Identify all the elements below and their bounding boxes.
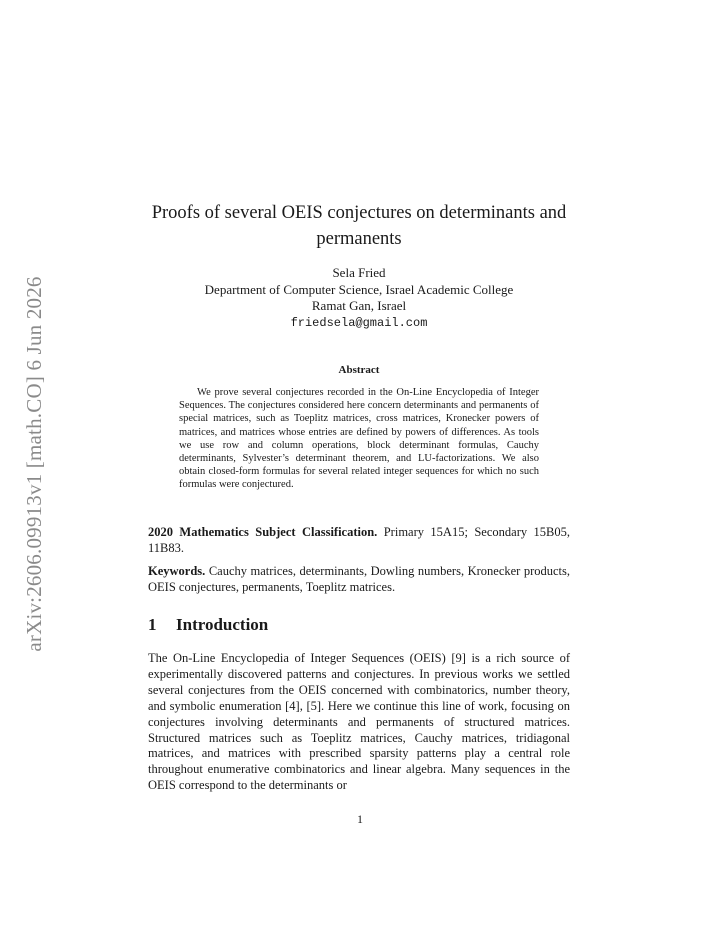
section-heading <box>148 615 570 635</box>
paper-title: Proofs of several OEIS conjectures on determinants and permanents <box>151 203 567 249</box>
author-email: friedsela@gmail.com <box>290 315 428 330</box>
abstract-heading: Abstract <box>338 364 380 376</box>
author-location: Ramat Gan, Israel <box>311 298 407 313</box>
author-block <box>148 265 570 331</box>
author-name: Sela Fried <box>332 265 386 280</box>
section-title: Introduction <box>176 615 269 634</box>
keywords-label: Keywords. <box>148 564 206 578</box>
page-number: 1 <box>357 812 363 826</box>
section-number: 1 <box>148 615 157 634</box>
keywords-list: Cauchy matrices, determinants, Dowling numbers, Kronecker products, OEIS conjectures, permanents, Toeplitz matrices. <box>148 564 571 594</box>
keywords <box>148 563 570 595</box>
msc-classification <box>148 524 570 556</box>
msc-label: 2020 Mathematics Subject Classification. <box>148 525 378 539</box>
arxiv-identifier: arXiv:2606.09913v1 [math.CO] 6 Jun 2026 <box>22 276 46 652</box>
author-affiliation: Department of Computer Science, Israel Academic College <box>204 281 514 297</box>
abstract-text: We prove several conjectures recorded in the On-Line Encyclopedia of Integer Sequences. The conjectures considered here concern determinants and permanents of special matrices, such as Toeplitz matrices, cross matrices, Kronecker powers of matrices, and matrices whose entries are defined by powers of differences. As tools we use row and column operations, block determinant formulas, Cauchy determinants, Sylvester’s determinant theorem, and LU-factorizations. We also obtain closed-form formulas for several related integer sequences for which no such formulas were conjectured. <box>179 387 539 491</box>
introduction-paragraph: The On-Line Encyclopedia of Integer Sequences (OEIS) [9] is a rich source of experimentally discovered patterns and conjectures. In previous works we settled several conjectures from the OEIS concerned with combinatorics, number theory, and symbolic enumeration [4], [5]. Here we continue this line of work, focusing on conjectures involving determinants and permanents of structured matrices. Structured matrices such as Toeplitz matrices, Cauchy matrices, tridiagonal matrices, and matrices with prescribed sparsity patterns play a central role throughout enumerative combinatorics and linear algebra. Many sequences in the OEIS correspond to the determinants or <box>148 651 570 793</box>
arxiv-sidebar <box>14 254 54 674</box>
msc-codes: Primary 15A15; Secondary 15B05, 11B83. <box>148 525 570 555</box>
